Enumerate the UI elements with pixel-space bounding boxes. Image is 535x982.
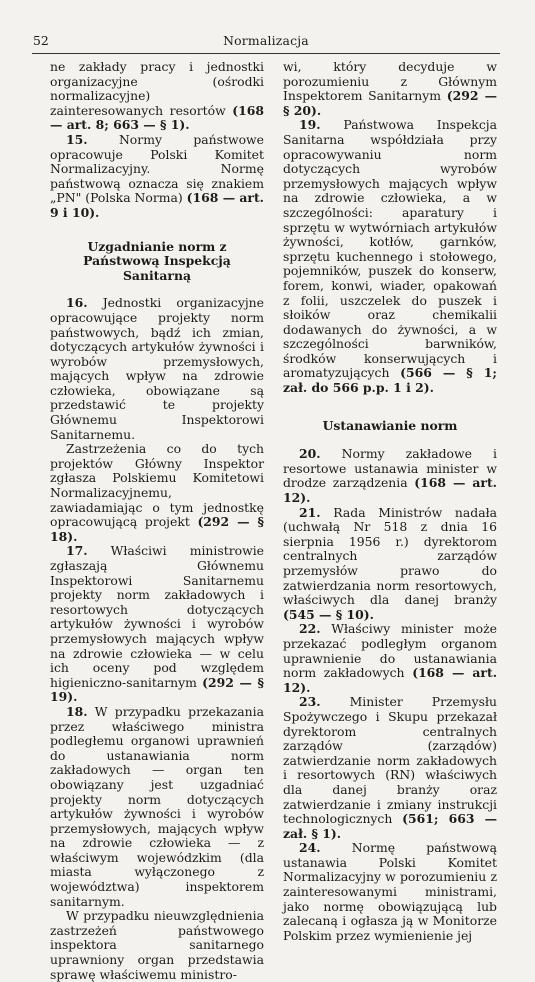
paragraph-18: 18. W przypadku przekazania przez właściwego ministra podległemu organowi uprawnień do ustanawiania norm zakładowych — organ ten obowiązany jest uzgadniać projekty norm dotyczących artykułów żywności i wyrobów przemysłowych, mających wpływ na zdrowie człowieka — z właściwym wojewódzkim (dla miasta wyłączonego z województwa) inspektorem sanitarnym. [50, 703, 264, 909]
paragraph-number: 24. [299, 840, 321, 856]
legal-reference: (566 — § 1; zał. do 566 p.p. 1 i 2). [283, 365, 498, 396]
paragraph-15: 15. Normy państwowe opracowuje Polski Komitet Normalizacyjny. Normę państwową oznacza się znakiem „PN" (Polska Norma) (168 — art. 9 i 10). [50, 131, 264, 220]
paragraph-number: 18. [66, 703, 88, 719]
section-heading-ustanawianie: Ustanawianie norm [322, 417, 458, 433]
paragraph-21: 21. Rada Ministrów nadała (uchwałą Nr 518 z dnia 16 sierpnia 1956 r.) dyrektorom centralnych zarządów przemysłów prawo do zatwierdzania norm resortowych, właściwych dla danej branży (545 — § 10). [283, 504, 497, 622]
legal-reference: (168 — art. 12). [283, 475, 497, 506]
paragraph-22: 22. Właściwy minister może przekazać podległym organom uprawnienie do ustanawiania norm zakładowych (168 — art. 12). [283, 621, 498, 695]
paragraph-number: 19. [299, 117, 321, 133]
legal-reference: (561; 663 — zał. § 1). [283, 811, 498, 841]
legal-reference: (292 — § 19). [50, 674, 264, 705]
left-column [50, 60, 264, 982]
section-heading-uzgadnianie: Uzgadnianie norm z Państwową Inspekcją Sanitarną [83, 238, 231, 283]
right-column [283, 60, 497, 943]
page-number: 52 [33, 33, 49, 48]
paragraph-number: 16. [66, 295, 88, 311]
paragraph-number: 22. [299, 621, 321, 637]
paragraph-number: 21. [299, 504, 321, 520]
legal-reference: (168 — art. 8; 663 — § 1). [50, 102, 264, 133]
page-header [32, 31, 500, 54]
running-title: Normalizacja [223, 33, 309, 48]
paragraph-20: 20. Normy zakładowe i resortowe ustanawia minister w drodze zarządzenia (168 — art. 12). [283, 446, 497, 506]
paragraph-16-continued: Zastrzeżenia co do tych projektów Główny Inspektor zgłasza Polskiemu Komitetowi Normalizacyjnemu, zawiadamiając o tym jednostkę opracowującą projekt (292 — § 18). [50, 441, 264, 544]
paragraph-number: 17. [66, 543, 88, 559]
paragraph-continuation: ne zakłady pracy i jednostki organizacyjne (ośrodki normalizacyjne) zainteresowanych resortów (168 — art. 8; 663 — § 1). [50, 59, 264, 133]
paragraph-18-continued: W przypadku nieuwzględnienia zastrzeżeń państwowego inspektora sanitarnego uprawniony organ przedstawia sprawę właściwemu ministro- [50, 908, 264, 982]
paragraph-number: 20. [299, 446, 321, 462]
paragraph-continuation: wi, który decyduje w porozumieniu z Głównym Inspektorem Sanitarnym (292 — § 20). [283, 59, 497, 118]
paragraph-number: 23. [299, 694, 321, 710]
legal-reference: (168 — art. 9 i 10). [50, 190, 264, 220]
legal-reference: (292 — § 20). [283, 88, 497, 118]
paragraph-24: 24. Normę państwową ustanawia Polski Komitet Normalizacyjny w porozumieniu z zainteresowanymi ministrami, jako normę obowiązującą lub zalecaną i ogłasza ją w Monitorze Polskim przez wymienienie jej [283, 840, 497, 943]
paragraph-23: 23. Minister Przemysłu Spożywczego i Skupu przekazał dyrektorom centralnych zarządów (zarządów) zatwierdzanie norm zakładowych i resortowych (RN) właściwych dla danej branży oraz zatwierdzanie i zmiany instrukcji technologicznych (561; 663 — zał. § 1). [283, 694, 498, 841]
legal-reference: (545 — § 10). [283, 606, 374, 622]
paragraph-16: 16. Jednostki organizacyjne opracowujące projekty norm państwowych, bądź ich zmian, dotyczących artykułów żywności i wyrobów przemysłowych, mających wpływ na zdrowie człowieka, obowiązane są przedstawić te projekty Głównemu Inspektorowi Sanitarnemu. [50, 295, 264, 442]
legal-reference: (292 — § 18). [50, 514, 264, 544]
paragraph-number: 15. [66, 131, 88, 147]
paragraph-19: 19. Państwowa Inspekcja Sanitarna współdziała przy opracowywaniu norm dotyczących wyrobów przemysłowych mających wpływ na zdrowie człowieka, a w szczególności: aparatury i sprzętu w wytwórniach artykułów żywności, kotłów, garnków, sprzętu kuchennego i stołowego, pojemników, puszek do konserw, forem, konwi, wiader, opakowań z folii, uszczelek do puszek i słoików oraz chemikalii dodawanych do żywności, a w szczególności barwników, środków konserwujących i aromatyzujących (566 — § 1; zał. do 566 p.p. 1 i 2). [283, 117, 498, 396]
legal-reference: (168 — art. 12). [283, 665, 498, 695]
paragraph-17: 17. Właściwi ministrowie zgłaszają Głównemu Inspektorowi Sanitarnemu projekty norm zakładowych i resortowych dotyczących artykułów żywności i wyrobów przemysłowych mających wpływ na zdrowie człowieka — w celu ich oceny pod względem higieniczno-sanitarnym (292 — § 19). [50, 543, 264, 705]
